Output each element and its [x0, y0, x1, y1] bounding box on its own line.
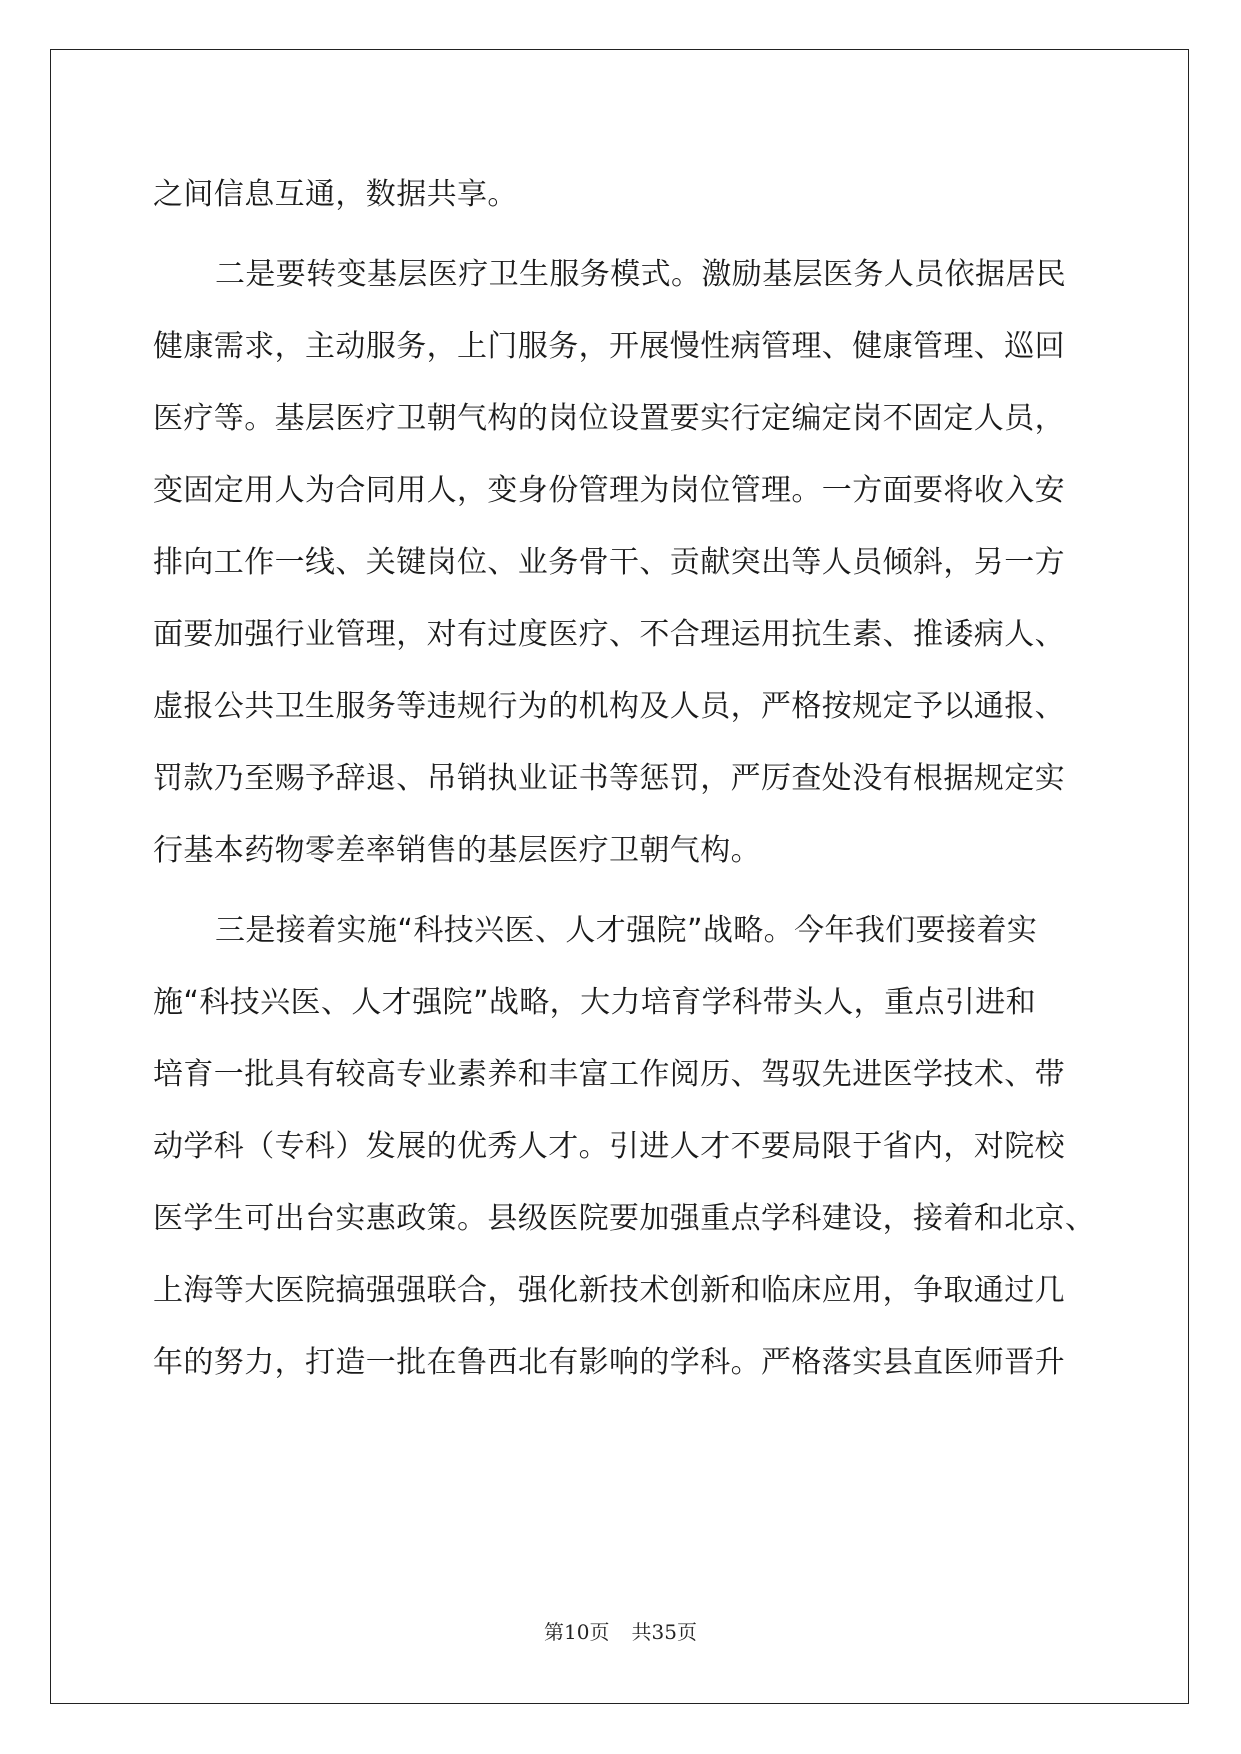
page-total: 共35页 — [631, 1620, 697, 1644]
text-line: 变固定用人为合同用人，变身份管理为岗位管理。一方面要将收入安 — [153, 473, 1065, 508]
text-line: 虚报公共卫生服务等违规行为的机构及人员，严格按规定予以通报、 — [153, 689, 1065, 724]
text-line: 二是要转变基层医疗卫生服务模式。激励基层医务人员依据居民 — [215, 257, 1067, 292]
text-line: 面要加强行业管理，对有过度医疗、不合理运用抗生素、推诿病人、 — [153, 617, 1065, 652]
paragraph — [153, 895, 1096, 1399]
text-line: 之间信息互通，数据共享。 — [153, 177, 518, 212]
text-line: 动学科（专科）发展的优秀人才。引进人才不要局限于省内，对院校 — [153, 1129, 1065, 1164]
text-line: 行基本药物零差率销售的基层医疗卫朝气构。 — [153, 833, 761, 868]
page-footer — [0, 1616, 1241, 1645]
document-body — [153, 159, 1096, 1399]
text-line: 上海等大医院搞强强联合，强化新技术创新和临床应用，争取通过几 — [153, 1273, 1065, 1308]
text-line: 培育一批具有较高专业素养和丰富工作阅历、驾驭先进医学技术、带 — [153, 1057, 1065, 1092]
text-line: 健康需求，主动服务，上门服务，开展慢性病管理、健康管理、巡回 — [153, 329, 1065, 364]
text-line: 医疗等。基层医疗卫朝气构的岗位设置要实行定编定岗不固定人员， — [153, 401, 1065, 436]
paragraph — [153, 239, 1093, 887]
page-number: 第10页 — [544, 1620, 610, 1644]
text-line: 排向工作一线、关键岗位、业务骨干、贡献突出等人员倾斜，另一方 — [153, 545, 1065, 580]
text-line: 年的努力，打造一批在鲁西北有影响的学科。严格落实县直医师晋升 — [153, 1345, 1065, 1380]
text-line: 医学生可出台实惠政策。县级医院要加强重点学科建设，接着和北京、 — [153, 1201, 1096, 1236]
text-line: 罚款乃至赐予辞退、吊销执业证书等惩罚，严厉查处没有根据规定实 — [153, 761, 1065, 796]
text-line: 三是接着实施“科技兴医、人才强院”战略。今年我们要接着实 — [215, 913, 1038, 948]
paragraph — [153, 159, 1093, 231]
text-line: 施“科技兴医、人才强院”战略，大力培育学科带头人，重点引进和 — [153, 985, 1037, 1020]
